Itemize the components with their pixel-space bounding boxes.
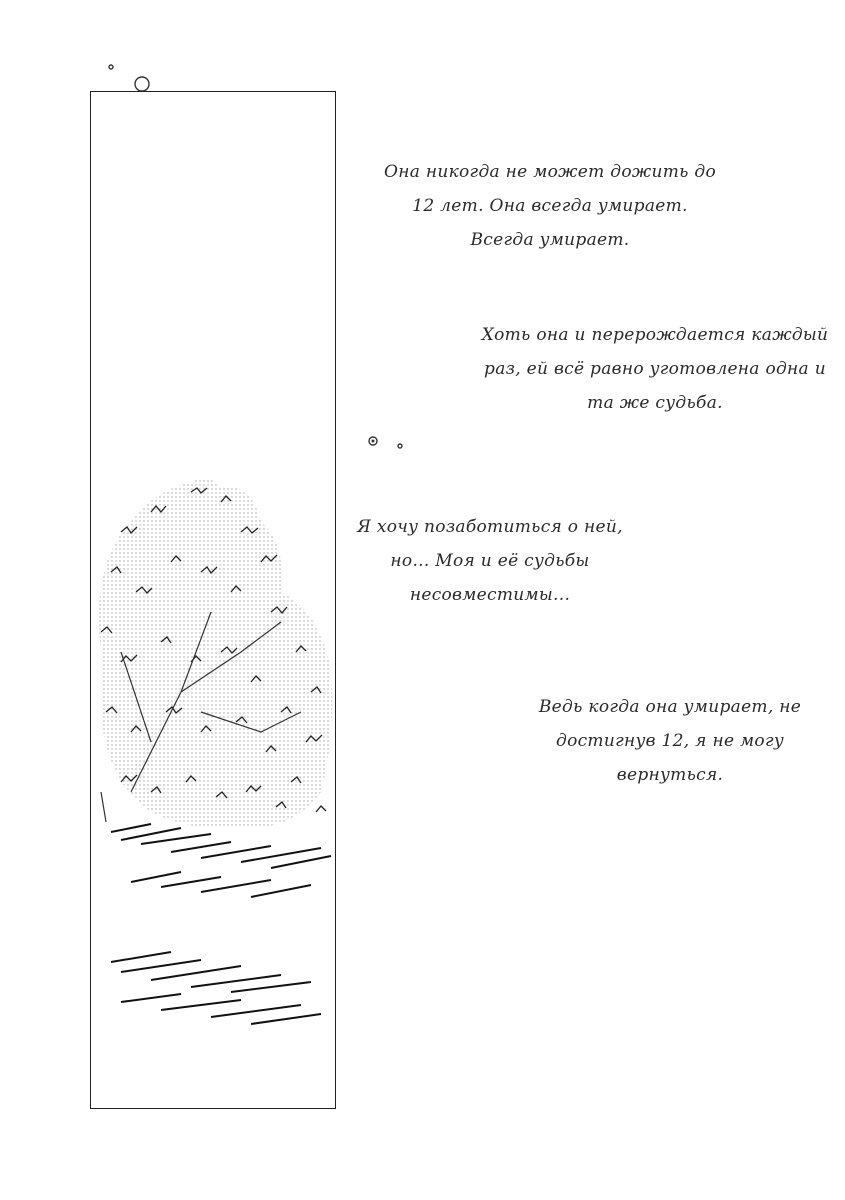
narration-caption-1 (360, 155, 740, 257)
illustration-panel (90, 91, 336, 1109)
caption-line: Всегда умирает. (470, 230, 630, 250)
caption-line: та же судьба. (587, 393, 723, 413)
caption-line: достигнув 12, я не могу (556, 731, 784, 751)
petal-icon (398, 444, 402, 448)
narration-caption-3 (340, 510, 640, 612)
petal-icon (135, 77, 149, 91)
caption-line: но... Моя и её судьбы (390, 551, 590, 571)
caption-line: Ведь когда она умирает, не (538, 697, 802, 717)
tree-illustration (91, 92, 336, 1109)
caption-line: Она никогда не может дожить до (383, 162, 717, 182)
petal-icon (109, 65, 113, 69)
caption-line: Хоть она и перерождается каждый (481, 325, 829, 345)
caption-line: 12 лет. Она всегда умирает. (412, 196, 688, 216)
narration-caption-2 (470, 318, 840, 420)
narration-caption-4 (520, 690, 820, 792)
caption-line: раз, ей всё равно уготовлена одна и (484, 359, 826, 379)
caption-line: вернуться. (616, 765, 724, 785)
caption-line: Я хочу позаботиться о ней, (357, 517, 623, 537)
caption-line: несовместимы... (409, 585, 571, 605)
